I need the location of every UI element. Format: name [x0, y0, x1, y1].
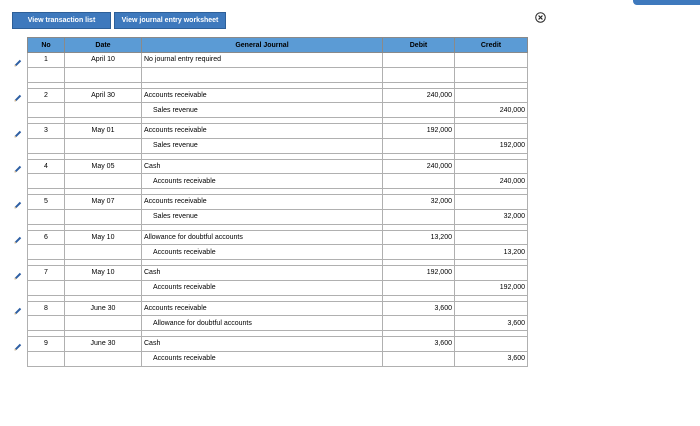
debit-account: Allowance for doubtful accounts — [142, 230, 383, 245]
credit-amount-blank — [455, 337, 528, 352]
view-journal-worksheet-button[interactable]: View journal entry worksheet — [114, 12, 226, 29]
edit-pencil-icon[interactable] — [13, 197, 23, 207]
debit-account: Cash — [142, 159, 383, 174]
edit-pencil-icon[interactable] — [13, 126, 23, 136]
debit-account: Accounts receivable — [142, 301, 383, 316]
table-row — [28, 103, 528, 118]
debit-amount: 192,000 — [383, 266, 455, 281]
table-row — [28, 53, 528, 68]
debit-amount: 192,000 — [383, 124, 455, 139]
entry-date: May 10 — [65, 266, 142, 281]
table-row — [28, 280, 528, 295]
debit-account: Accounts receivable — [142, 88, 383, 103]
credit-amount-blank — [455, 266, 528, 281]
debit-account: Accounts receivable — [142, 195, 383, 210]
col-date: Date — [65, 38, 142, 53]
table-row — [28, 245, 528, 260]
entry-no: 7 — [28, 266, 65, 281]
credit-account: Sales revenue — [142, 138, 383, 153]
credit-account: Sales revenue — [142, 103, 383, 118]
blank-cell — [383, 280, 455, 295]
table-row — [28, 174, 528, 189]
edit-pencil-icon[interactable] — [13, 303, 23, 313]
blank-cell — [383, 138, 455, 153]
close-icon[interactable] — [535, 12, 546, 23]
credit-amount: 192,000 — [455, 280, 528, 295]
col-credit: Credit — [455, 38, 528, 53]
credit-amount-blank — [455, 301, 528, 316]
edit-pencil-icon[interactable] — [13, 268, 23, 278]
debit-account: Accounts receivable — [142, 124, 383, 139]
credit-amount: 13,200 — [455, 245, 528, 260]
blank-cell — [65, 67, 142, 82]
blank-cell — [383, 351, 455, 366]
credit-account: Accounts receivable — [142, 351, 383, 366]
col-no: No — [28, 38, 65, 53]
credit-account: Sales revenue — [142, 209, 383, 224]
credit-amount: 192,000 — [455, 138, 528, 153]
blank-cell — [28, 245, 65, 260]
table-row — [28, 67, 528, 82]
entry-date: June 30 — [65, 337, 142, 352]
blank-cell — [28, 280, 65, 295]
credit-amount-blank — [455, 159, 528, 174]
blank-cell — [383, 103, 455, 118]
view-transaction-list-button[interactable]: View transaction list — [12, 12, 111, 29]
edit-pencil-icon[interactable] — [13, 339, 23, 349]
entry-no: 5 — [28, 195, 65, 210]
entry-date: April 30 — [65, 88, 142, 103]
credit-account: Allowance for doubtful accounts — [142, 316, 383, 331]
entry-date: May 05 — [65, 159, 142, 174]
edit-pencil-icon[interactable] — [13, 55, 23, 65]
credit-amount-blank — [455, 124, 528, 139]
entry-no: 8 — [28, 301, 65, 316]
table-row — [28, 230, 528, 245]
table-row — [28, 88, 528, 103]
debit-account: Cash — [142, 337, 383, 352]
edit-pencil-icon[interactable] — [13, 161, 23, 171]
credit-amount-blank — [455, 230, 528, 245]
col-debit: Debit — [383, 38, 455, 53]
table-row — [28, 337, 528, 352]
table-header-row — [28, 38, 528, 53]
credit-account: Accounts receivable — [142, 174, 383, 189]
debit-account: Cash — [142, 266, 383, 281]
credit-amount-blank — [455, 195, 528, 210]
blank-cell — [65, 280, 142, 295]
debit-amount: 240,000 — [383, 88, 455, 103]
debit-account: No journal entry required — [142, 53, 383, 68]
blank-cell — [383, 209, 455, 224]
credit-amount: 32,000 — [455, 209, 528, 224]
table-row — [28, 301, 528, 316]
blank-cell — [65, 103, 142, 118]
blank-cell — [28, 209, 65, 224]
blank-cell — [65, 174, 142, 189]
blank-cell — [65, 316, 142, 331]
entry-no: 2 — [28, 88, 65, 103]
blank-cell — [28, 67, 65, 82]
debit-amount: 13,200 — [383, 230, 455, 245]
blank-cell — [383, 245, 455, 260]
entry-no: 1 — [28, 53, 65, 68]
entry-date: May 01 — [65, 124, 142, 139]
debit-amount: 3,600 — [383, 301, 455, 316]
table-row — [28, 124, 528, 139]
entry-date: April 10 — [65, 53, 142, 68]
blank-cell — [28, 316, 65, 331]
edit-pencil-icon[interactable] — [13, 232, 23, 242]
table-row — [28, 266, 528, 281]
entry-no: 9 — [28, 337, 65, 352]
blank-cell — [28, 174, 65, 189]
credit-amount-blank — [455, 88, 528, 103]
blank-cell — [65, 351, 142, 366]
blank-cell — [28, 138, 65, 153]
edit-pencil-icon[interactable] — [13, 90, 23, 100]
corner-tab — [633, 0, 700, 5]
credit-account: Accounts receivable — [142, 245, 383, 260]
credit-amount: 240,000 — [455, 103, 528, 118]
table-row — [28, 351, 528, 366]
credit-amount — [455, 67, 528, 82]
credit-amount: 3,600 — [455, 351, 528, 366]
debit-amount: 32,000 — [383, 195, 455, 210]
credit-account: Accounts receivable — [142, 280, 383, 295]
debit-amount: 240,000 — [383, 159, 455, 174]
table-row — [28, 316, 528, 331]
entry-no: 3 — [28, 124, 65, 139]
entry-no: 4 — [28, 159, 65, 174]
blank-cell — [65, 138, 142, 153]
blank-cell — [383, 316, 455, 331]
blank-cell — [65, 245, 142, 260]
table-row — [28, 159, 528, 174]
journal-table — [27, 37, 528, 367]
entry-date: May 07 — [65, 195, 142, 210]
table-row — [28, 195, 528, 210]
blank-cell — [28, 351, 65, 366]
col-general-journal: General Journal — [142, 38, 383, 53]
debit-amount — [383, 53, 455, 68]
table-row — [28, 138, 528, 153]
credit-account — [142, 67, 383, 82]
blank-cell — [383, 174, 455, 189]
credit-amount-blank — [455, 53, 528, 68]
credit-amount: 3,600 — [455, 316, 528, 331]
blank-cell — [383, 67, 455, 82]
blank-cell — [28, 103, 65, 118]
blank-cell — [65, 209, 142, 224]
entry-date: June 30 — [65, 301, 142, 316]
entry-no: 6 — [28, 230, 65, 245]
debit-amount: 3,600 — [383, 337, 455, 352]
entry-date: May 10 — [65, 230, 142, 245]
credit-amount: 240,000 — [455, 174, 528, 189]
table-row — [28, 209, 528, 224]
